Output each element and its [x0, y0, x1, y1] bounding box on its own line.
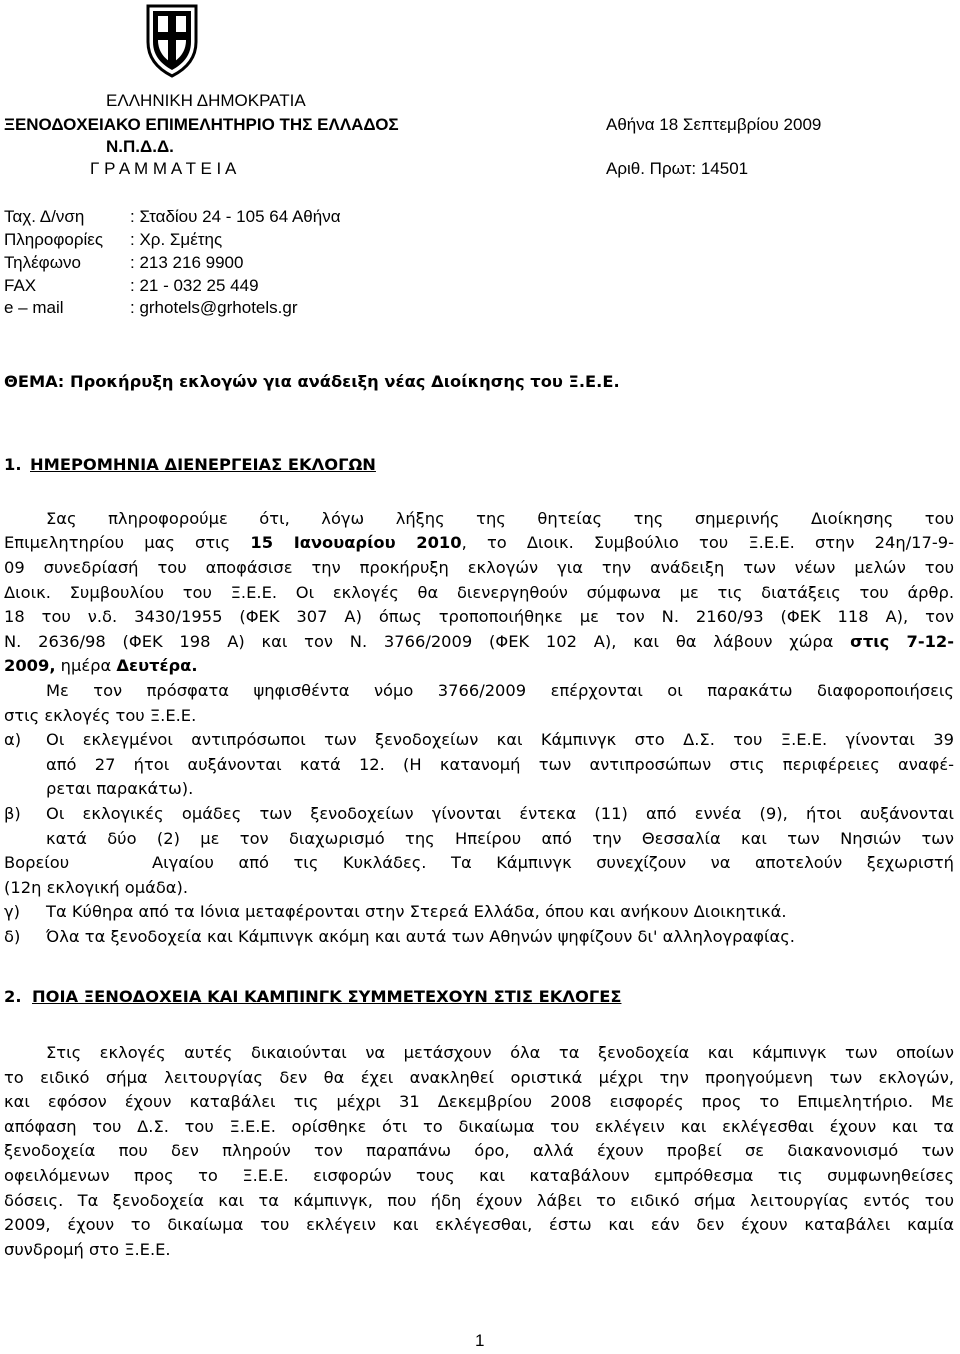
paragraph-line: δόσεις. Τα ξενοδοχεία και τα κάμπινγκ, που ήδη έχουν λάβει το ειδικό σήμα λειτουργίας εντός του [4, 1191, 954, 1210]
paragraph-line: Επιμελητηρίου μας στις 15 Ιανουαρίου 2010, το Διοικ. Συμβούλιο του Ξ.Ε.Ε. στην 24η/17-9- [4, 533, 955, 552]
paragraph-line: Διοικ. Συμβουλίου του Ξ.Ε.Ε. Οι εκλογές θα διενεργηθούν σύμφωνα με τις διατάξεις του άρθρ. [4, 583, 954, 602]
contact-value: : 213 216 9900 [130, 253, 244, 272]
list-marker: α) [4, 730, 22, 749]
contact-value: : Σταδίου 24 - 105 64 Αθήνα [130, 207, 341, 226]
contact-label: Πληροφορίες [4, 230, 104, 249]
contact-label: Ταχ. Δ/νση [4, 207, 85, 226]
list-marker: β) [4, 804, 21, 823]
contact-label: e – mail [4, 298, 64, 317]
letter-date: Αθήνα 18 Σεπτεμβρίου 2009 [606, 115, 822, 134]
paragraph-line: Σας πληροφορούμε ότι, λόγω λήξης της θητείας της σημερινής Διοίκησης του [46, 509, 954, 528]
legal-entity: Ν.Π.Δ.Δ. [106, 137, 174, 156]
list-item-line: Οι εκλεγμένοι αντιπρόσωποι των ξενοδοχείων και Κάμπινγκ στο Δ.Σ. του Ξ.Ε.Ε. γίνονται 39 [46, 730, 954, 749]
contact-label: Τηλέφωνο [4, 253, 81, 272]
paragraph-line: το ειδικό σήμα λειτουργίας δεν θα έχει ανακληθεί οριστικά μέχρι την προηγούμενη των εκλογών, [4, 1068, 954, 1087]
paragraph-line: απόφαση του Δ.Σ. του Ξ.Ε.Ε. ορίσθηκε ότι το δικαίωμα του εκλέγειν και εκλέγεσθαι έχουν και τα [4, 1117, 954, 1136]
section-2-number: 2. [4, 987, 22, 1006]
paragraph-line: 2009, έχουν το δικαίωμα του εκλέγειν και εκλέγεσθαι, έστω και εάν δεν έχουν καταβάλει καμία [4, 1215, 954, 1234]
coat-of-arms-icon [144, 2, 200, 78]
section-2-title: ΠΟΙΑ ΞΕΝΟΔΟΧΕΙΑ ΚΑΙ ΚΑΜΠΙΝΓΚ ΣΥΜΜΕΤΕΧΟΥΝ ΣΤΙΣ ΕΚΛΟΓΕΣ [32, 987, 622, 1006]
section-1-title: ΗΜΕΡΟΜΗΝΙΑ ΔΙΕΝΕΡΓΕΙΑΣ ΕΚΛΟΓΩΝ [30, 455, 376, 474]
page-number: 1 [475, 1331, 485, 1350]
section-1-number: 1. [4, 455, 22, 474]
country-name: ΕΛΛΗΝΙΚΗ ΔΗΜΟΚΡΑΤΙΑ [106, 91, 306, 110]
contact-value: : grhotels@grhotels.gr [130, 298, 298, 317]
contact-value: : Χρ. Σμέτης [130, 230, 223, 249]
subject-line: ΘΕΜΑ: Προκήρυξη εκλογών για ανάδειξη νέας Διοίκησης του Ξ.Ε.Ε. [4, 372, 620, 391]
contact-label: FAX [4, 276, 37, 295]
organization-name: ΞΕΝΟΔΟΧΕΙΑΚΟ ΕΠΙΜΕΛΗΤΗΡΙΟ ΤΗΣ ΕΛΛΑΔΟΣ [4, 115, 399, 134]
paragraph-line: Με τον πρόσφατα ψηφισθέντα νόμο 3766/2009 επέρχονται οι παρακάτω διαφοροποιήσεις [46, 681, 954, 700]
paragraph-line: συνδρομή στο Ξ.Ε.Ε. [4, 1240, 171, 1259]
list-item-line: Τα Κύθηρα από τα Ιόνια μεταφέρονται στην Στερεά Ελλάδα, όπου και ανήκουν Διοικητικά. [46, 902, 787, 921]
list-item-line: Βορείου [4, 853, 70, 872]
list-marker: γ) [4, 902, 20, 921]
paragraph-line: 18 του ν.δ. 3430/1955 (ΦΕΚ 307 Α) όπως τροποποιήθηκε με τον Ν. 2160/93 (ΦΕΚ 118 Α), τον [4, 607, 954, 626]
paragraph-line: 2009, ημέρα Δευτέρα. [4, 656, 198, 675]
list-item-line: κατά δύο (2) με τον διαχωρισμό της Ηπείρου από την Θεσσαλία και των Νησιών των [46, 829, 954, 848]
list-marker: δ) [4, 927, 21, 946]
list-item-line: ρεται παρακάτω). [46, 779, 194, 798]
paragraph-line: οφειλόμενων προς το Ξ.Ε.Ε. εισφορών τους και καταβάλουν εμπρόθεσμα τις συμφωνηθείσες [4, 1166, 954, 1185]
list-item-line: από 27 ήτοι αυξάνονται κατά 12. (Η κατανομή των αντιπροσώπων στις περιφέρειες αναφέ- [46, 755, 954, 774]
department-name: Γ Ρ Α Μ Μ Α Τ Ε Ι Α [90, 159, 237, 178]
paragraph-line: και εφόσον έχουν καταβάλει τις μέχρι 31 Δεκεμβρίου 2008 εισφορές προς το Επιμελητήριο. Με [4, 1092, 954, 1111]
paragraph-line: στις εκλογές του Ξ.Ε.Ε. [4, 706, 197, 725]
list-item-line: Οι εκλογικές ομάδες των ξενοδοχείων γίνονται έντεκα (11) από εννέα (9), ήτοι αυξάνονται [46, 804, 954, 823]
list-item-line: Όλα τα ξενοδοχεία και Κάμπινγκ ακόμη και αυτά των Αθηνών ψηφίζουν δι' αλληλογραφίας. [46, 927, 795, 946]
paragraph-line: Ν. 2636/98 (ΦΕΚ 198 Α) και τον Ν. 3766/2009 (ΦΕΚ 102 Α), και θα λάβουν χώρα στις 7-12- [4, 632, 955, 651]
list-item-line: (12η εκλογική ομάδα). [4, 878, 189, 897]
paragraph-line: Στις εκλογές αυτές δικαιούνται να μετάσχουν όλα τα ξενοδοχεία και κάμπινγκ των οποίων [46, 1043, 954, 1062]
list-item-line: Αιγαίου από τις Κυκλάδες. Τα Κάμπινγκ συνεχίζουν να αποτελούν ξεχωριστή [152, 853, 954, 872]
contact-value: : 21 - 032 25 449 [130, 276, 259, 295]
paragraph-line: 09 συνεδρίασή του αποφάσισε την προκήρυξη εκλογών για την ανάδειξη των νέων μελών του [4, 558, 954, 577]
protocol-number: Αριθ. Πρωτ: 14501 [606, 159, 749, 178]
paragraph-line: ξενοδοχεία που δεν πληρούν τον παραπάνω όρο, αλλά έχουν προβεί σε διακανονισμό των [4, 1141, 954, 1160]
